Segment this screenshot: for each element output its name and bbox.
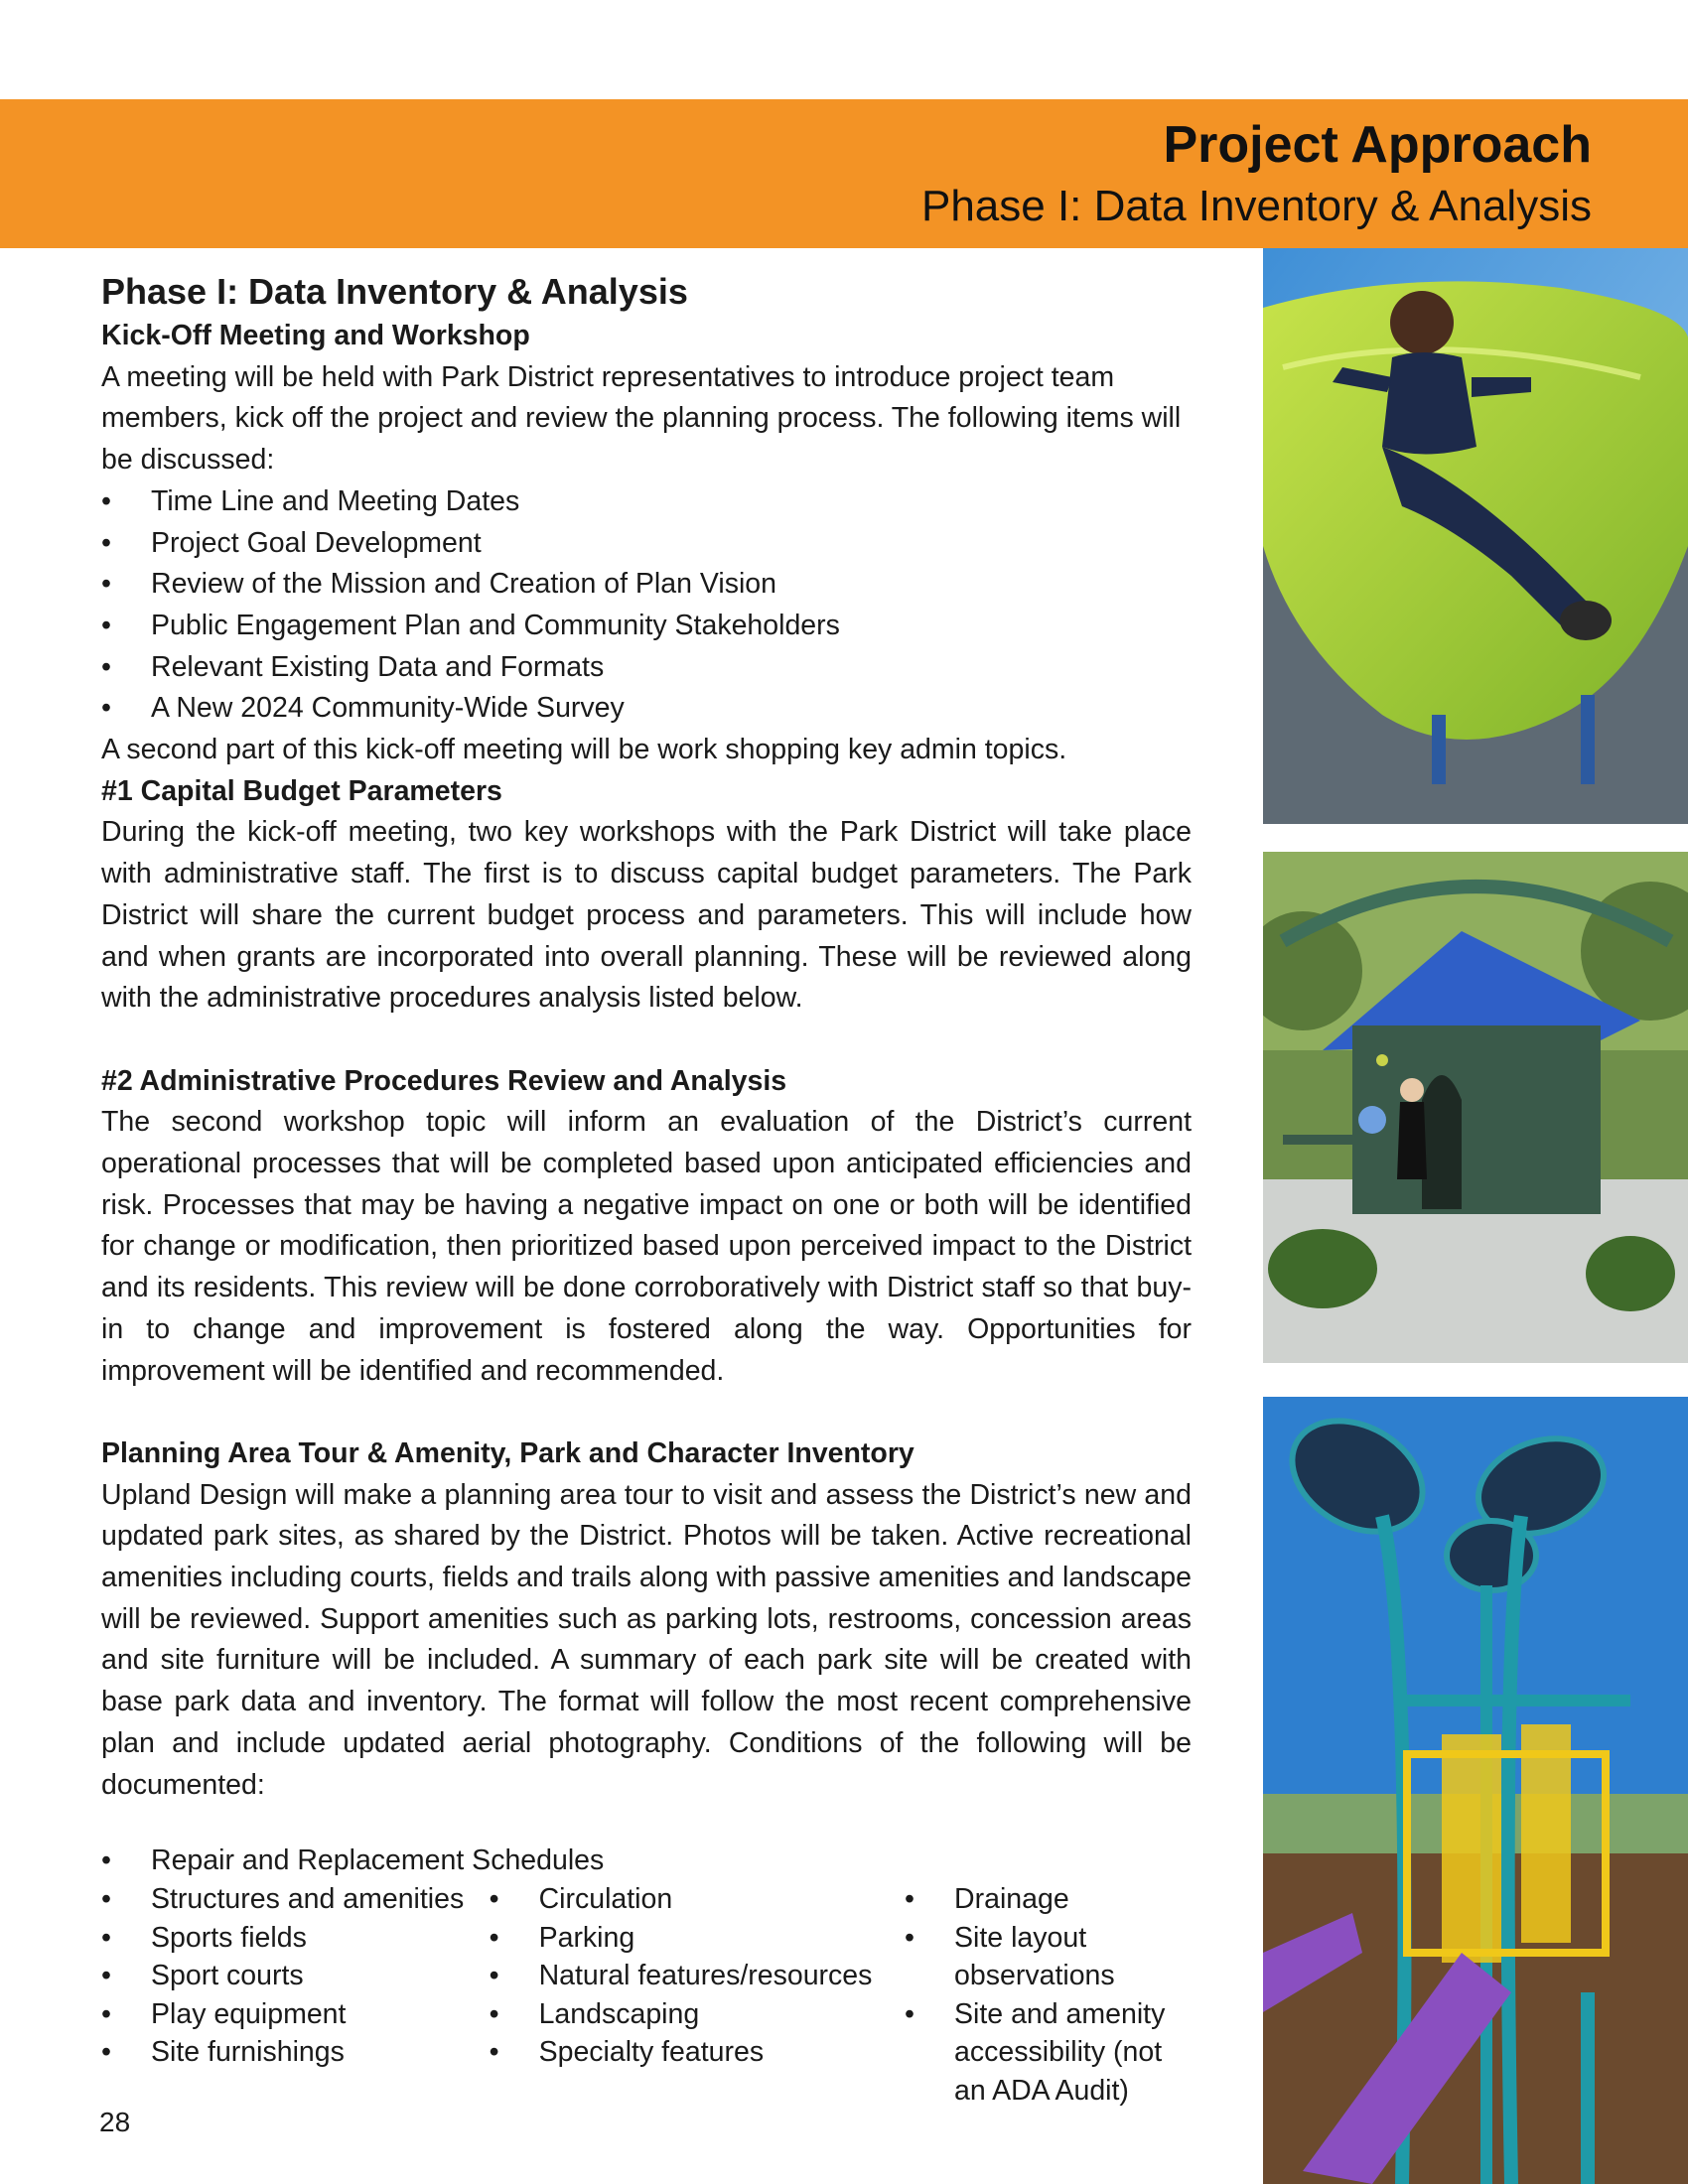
- tour-body: Upland Design will make a planning area tour to visit and assess the District’s new and updated park sites, as shared by the District. Photos will be taken. Active recreational amenities including courts, fields and trails along with passive amenities and landscape will be reviewed. Support amenities such as parking lots, restrooms, concession areas and site furniture will be included. A summary of each park site will be created with base park data and inventory. The format will follow the most recent comprehensive plan and include updated aerial photography. Conditions of the following will be documented:: [101, 1478, 1192, 1801]
- kickoff-list: [101, 481, 1192, 730]
- list-item: • Landscaping: [490, 1995, 905, 2034]
- list-item: • Structures and amenities: [101, 1880, 490, 1919]
- list-item: • Drainage: [905, 1880, 1192, 1919]
- main-content: [101, 268, 1192, 2110]
- page-subtitle: Phase I: Data Inventory & Analysis: [920, 182, 1592, 230]
- kickoff-title: Kick-Off Meeting and Workshop: [101, 320, 530, 351]
- page-number: 28: [99, 2107, 131, 2137]
- page-title: Project Approach: [1163, 116, 1592, 174]
- list-item: • Natural features/resources: [490, 1957, 905, 1995]
- list-item: • Repair and Replacement Schedules: [101, 1842, 1192, 1880]
- admin-body: The second workshop topic will inform an evaluation of the District’s current operational processes that will be completed based upon anticipated efficiencies and risk. Processes that may be having a negative impact on one or both will be identified for change or modification, then prioritized based upon perceived impact to the District and its residents. This review will be done corroboratively with District staff so that buy-in to change and improvement is fostered along the way. Opportunities for improvement will be identified and recommended.: [101, 1106, 1192, 1387]
- list-item: • Parking: [490, 1919, 905, 1958]
- list-item: • Site and amenity accessibility (not an ADA Audit): [905, 1995, 1192, 2111]
- kickoff-intro: A meeting will be held with Park District representatives to introduce project team members, kick off the project and review the planning process. The following items will be discussed:: [101, 360, 1182, 477]
- conditions-col-1: [101, 1880, 490, 2072]
- tour-title: Planning Area Tour & Amenity, Park and Character Inventory: [101, 1436, 914, 1469]
- list-item: • Play equipment: [101, 1995, 490, 2034]
- list-item: • Specialty features: [490, 2033, 905, 2072]
- list-item: • Review of the Mission and Creation of Plan Vision: [101, 564, 1192, 606]
- capital-title: #1 Capital Budget Parameters: [101, 774, 502, 807]
- conditions-first: [101, 1842, 1192, 1880]
- conditions-col-3: [905, 1880, 1192, 2110]
- list-item: • Project Goal Development: [101, 523, 1192, 565]
- kickoff-closing: A second part of this kick-off meeting will be work shopping key admin topics.: [101, 734, 1067, 766]
- photo-playhouse: [1263, 852, 1688, 1363]
- conditions-columns: [101, 1880, 1192, 2110]
- admin-title: #2 Administrative Procedures Review and Analysis: [101, 1064, 787, 1097]
- list-item: • Sports fields: [101, 1919, 490, 1958]
- list-item: • Site layout observations: [905, 1919, 1192, 1995]
- header-banner: [0, 99, 1688, 248]
- section-heading: Phase I: Data Inventory & Analysis: [101, 271, 688, 312]
- list-item: • Sport courts: [101, 1957, 490, 1995]
- photo-play-structure: [1263, 1397, 1688, 2184]
- list-item: • Time Line and Meeting Dates: [101, 481, 1192, 523]
- capital-body: During the kick-off meeting, two key workshops with the Park District will take place with administrative staff. The first is to discuss capital budget parameters. The Park District will share the current budget process and parameters. This will include how and when grants are incorporated into overall planning. These will be reviewed along with the administrative procedures analysis listed below.: [101, 816, 1192, 1015]
- list-item: • Public Engagement Plan and Community Stakeholders: [101, 606, 1192, 647]
- list-item: • Circulation: [490, 1880, 905, 1919]
- conditions-col-2: [490, 1880, 905, 2072]
- list-item: • Site furnishings: [101, 2033, 490, 2072]
- list-item: • A New 2024 Community-Wide Survey: [101, 688, 1192, 730]
- list-item: • Relevant Existing Data and Formats: [101, 647, 1192, 689]
- photo-slide: [1263, 248, 1688, 824]
